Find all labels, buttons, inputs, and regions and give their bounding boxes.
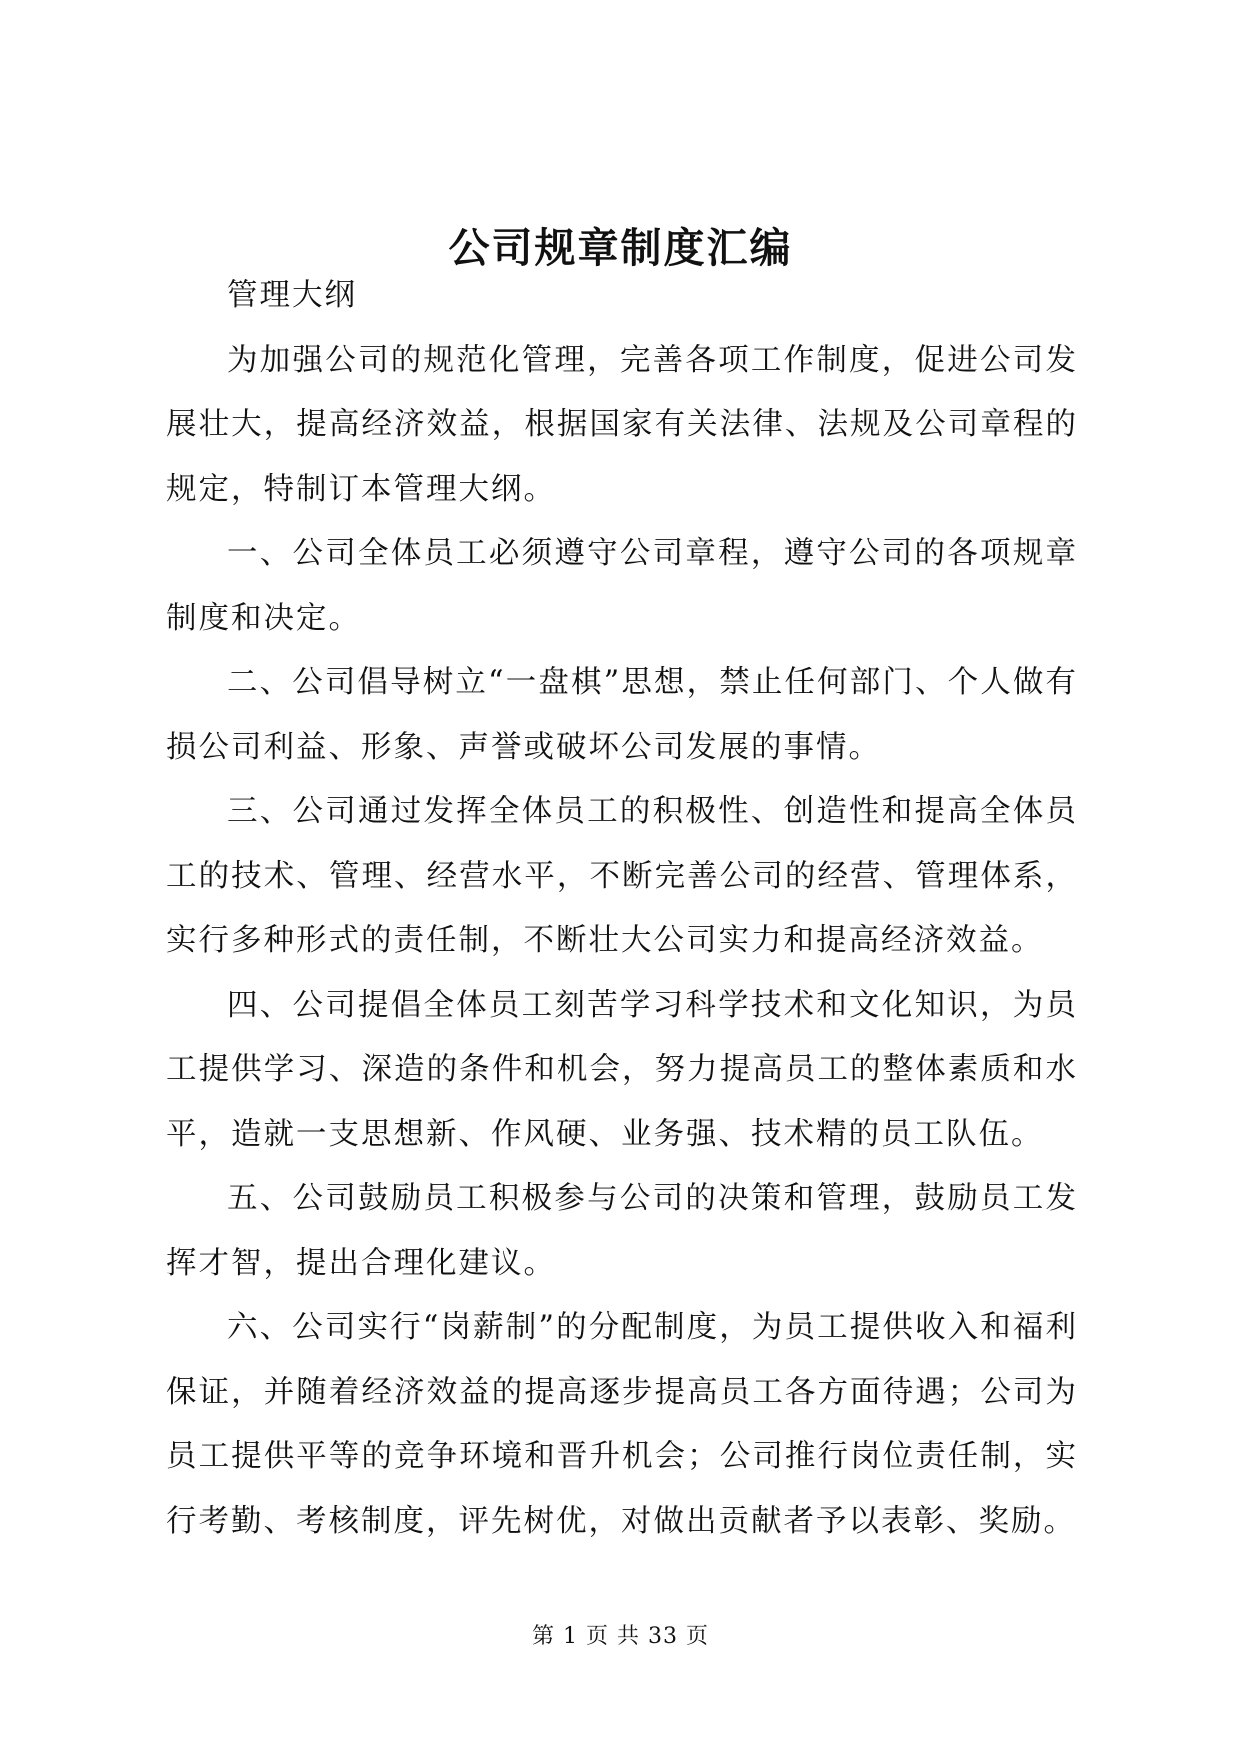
- paragraph-item-5: 五、公司鼓励员工积极参与公司的决策和管理，鼓励员工发挥才智，提出合理化建议。: [166, 1181, 1078, 1281]
- paragraph-intro: 为加强公司的规范化管理，完善各项工作制度，促进公司发展壮大，提高经济效益，根据国家有关法律、法规及公司章程的规定，特制订本管理大纲。: [166, 342, 1078, 507]
- document-body: [166, 264, 1078, 1554]
- page-footer: 第 1 页 共 33 页: [532, 1624, 709, 1649]
- paragraph-item-4: 四、公司提倡全体员工刻苦学习科学技术和文化知识，为员工提供学习、深造的条件和机会，努力提高员工的整体素质和水平，造就一支思想新、作风硬、业务强、技术精的员工队伍。: [166, 987, 1078, 1152]
- document-title: 公司规章制度汇编: [448, 224, 793, 272]
- paragraph-item-6: 六、公司实行“岗薪制”的分配制度，为员工提供收入和福利保证，并随着经济效益的提高逐步提高员工各方面待遇；公司为员工提供平等的竞争环境和晋升机会；公司推行岗位责任制，实行考勤、考核制度，评先树优，对做出贡献者予以表彰、奖励。: [166, 1310, 1078, 1539]
- section-heading: 管理大纲: [227, 278, 357, 313]
- paragraph-item-1: 一、公司全体员工必须遵守公司章程，遵守公司的各项规章制度和决定。: [166, 536, 1078, 636]
- paragraph-item-3: 三、公司通过发挥全体员工的积极性、创造性和提高全体员工的技术、管理、经营水平，不断完善公司的经营、管理体系，实行多种形式的责任制，不断壮大公司实力和提高经济效益。: [166, 794, 1078, 958]
- paragraph-item-2: 二、公司倡导树立“一盘棋”思想，禁止任何部门、个人做有损公司利益、形象、声誉或破坏公司发展的事情。: [166, 665, 1078, 765]
